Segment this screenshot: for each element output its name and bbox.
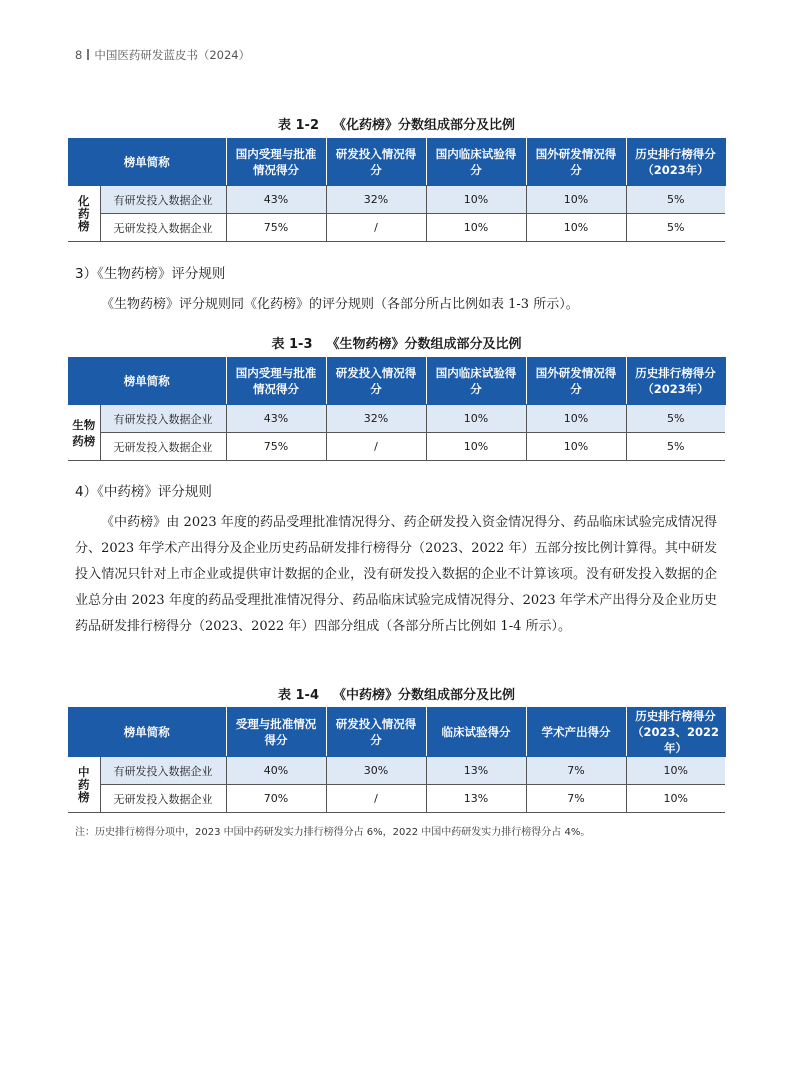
header-col-2: 研发投入情况得分 — [326, 708, 426, 757]
caption-number: 表 1-3 — [271, 337, 313, 352]
header-col-4: 国外研发情况得分 — [526, 358, 626, 405]
table-cell: 7% — [526, 757, 626, 785]
table-cell: 13% — [426, 757, 526, 785]
caption-title: 《化药榜》分数组成部分及比例 — [333, 118, 516, 133]
table-cell: 32% — [326, 186, 426, 214]
row-label: 有研发投入数据企业 — [100, 405, 226, 433]
table-cell: 32% — [326, 405, 426, 433]
table-cell: 10% — [626, 757, 725, 785]
table-1-3-caption — [0, 333, 793, 352]
category-line-1: 生物 — [72, 417, 96, 432]
table-cell: 70% — [226, 785, 326, 813]
table-header-row — [68, 358, 725, 405]
table-row — [68, 433, 725, 461]
header-col-4: 国外研发情况得分 — [526, 139, 626, 186]
category-line-2: 药榜 — [72, 433, 96, 448]
table-cell: 5% — [626, 405, 725, 433]
category-label — [68, 405, 100, 461]
table-cell: 43% — [226, 405, 326, 433]
table-cell: 75% — [226, 214, 326, 242]
header-col-5: 历史排行榜得分（2023年） — [626, 139, 725, 186]
header-list-name: 榜单简称 — [68, 358, 226, 405]
header-col-5: 历史排行榜得分（2023年） — [626, 358, 725, 405]
table-cell: 10% — [526, 186, 626, 214]
row-label: 有研发投入数据企业 — [100, 186, 226, 214]
row-label: 无研发投入数据企业 — [100, 214, 226, 242]
table-cell: 10% — [426, 214, 526, 242]
table-cell: 75% — [226, 433, 326, 461]
header-list-name: 榜单简称 — [68, 139, 226, 186]
header-col-1: 国内受理与批准情况得分 — [226, 358, 326, 405]
row-label: 无研发投入数据企业 — [100, 433, 226, 461]
table-cell: 5% — [626, 186, 725, 214]
table-cell: 40% — [226, 757, 326, 785]
header-col-4: 学术产出得分 — [526, 708, 626, 757]
header-col-2: 研发投入情况得分 — [326, 139, 426, 186]
table-cell: 5% — [626, 214, 725, 242]
table-cell: 10% — [626, 785, 725, 813]
table-1-2 — [68, 138, 726, 242]
row-label: 无研发投入数据企业 — [100, 785, 226, 813]
table-1-2-caption — [0, 114, 793, 133]
table-1-4 — [68, 707, 726, 813]
category-label: 化药榜 — [68, 186, 100, 242]
header-separator — [87, 49, 89, 60]
section-4-heading: 4）《中药榜》评分规则 — [75, 484, 212, 500]
table-1-3 — [68, 357, 726, 461]
table-cell: 43% — [226, 186, 326, 214]
table-cell: / — [326, 785, 426, 813]
table-row — [68, 405, 725, 433]
header-col-1: 国内受理与批准情况得分 — [226, 139, 326, 186]
table-header-row — [68, 708, 725, 757]
row-label: 有研发投入数据企业 — [100, 757, 226, 785]
table-cell: / — [326, 433, 426, 461]
table-cell: 10% — [526, 433, 626, 461]
table-cell: 10% — [426, 186, 526, 214]
caption-number: 表 1-2 — [277, 118, 319, 133]
table-cell: 10% — [426, 405, 526, 433]
category-label: 中药榜 — [68, 757, 100, 813]
table-cell: 10% — [526, 405, 626, 433]
header-col-3: 临床试验得分 — [426, 708, 526, 757]
table-row — [68, 186, 725, 214]
header-col-2: 研发投入情况得分 — [326, 358, 426, 405]
page-number: 8 — [75, 48, 83, 62]
header-col-5: 历史排行榜得分（2023、2022年） — [626, 708, 725, 757]
table-cell: 10% — [426, 433, 526, 461]
table-cell: 30% — [326, 757, 426, 785]
book-title: 中国医药研发蓝皮书（2024） — [94, 48, 251, 62]
caption-title: 《生物药榜》分数组成部分及比例 — [326, 337, 522, 352]
table-cell: 7% — [526, 785, 626, 813]
section-3-heading: 3）《生物药榜》评分规则 — [75, 266, 226, 282]
table-cell: 5% — [626, 433, 725, 461]
caption-number: 表 1-4 — [277, 688, 319, 703]
table-row — [68, 785, 725, 813]
header-col-3: 国内临床试验得分 — [426, 139, 526, 186]
table-row — [68, 214, 725, 242]
table-header-row — [68, 139, 725, 186]
table-cell: 13% — [426, 785, 526, 813]
table-row — [68, 757, 725, 785]
header-col-3: 国内临床试验得分 — [426, 358, 526, 405]
header-list-name: 榜单简称 — [68, 708, 226, 757]
table-cell: / — [326, 214, 426, 242]
header-col-1: 受理与批准情况得分 — [226, 708, 326, 757]
table-note: 注：历史排行榜得分项中，2023 中国中药研发实力排行榜得分占 6%，2022 中国中药研发实力排行榜得分占 4%。 — [75, 827, 591, 838]
section-4-text: 《中药榜》由 2023 年度的药品受理批准情况得分、药企研发投入资金情况得分、药品临床试验完成情况得分、2023 年学术产出得分及企业历史药品研发排行榜得分（2023、2022 年）五部分按比例计算得。其中研发投入情况只针对上市企业或提供审计数据的企业，没有研发投入数据的企业不计算该项。没有研发投入数据的企业总分由 2023 年度的药品受理批准情况得分、药品临床试验完成情况得分、2023 年学术产出得分及企业历史药品研发排行榜得分（2023、2022 年）四部分组成（各部分所占比例如 1-4 所示）。 — [75, 515, 717, 634]
table-1-4-caption — [0, 684, 793, 703]
running-header — [75, 47, 250, 63]
table-cell: 10% — [526, 214, 626, 242]
section-3-text: 《生物药榜》评分规则同《化药榜》的评分规则（各部分所占比例如表 1-3 所示）。 — [101, 297, 579, 312]
caption-title: 《中药榜》分数组成部分及比例 — [333, 688, 516, 703]
